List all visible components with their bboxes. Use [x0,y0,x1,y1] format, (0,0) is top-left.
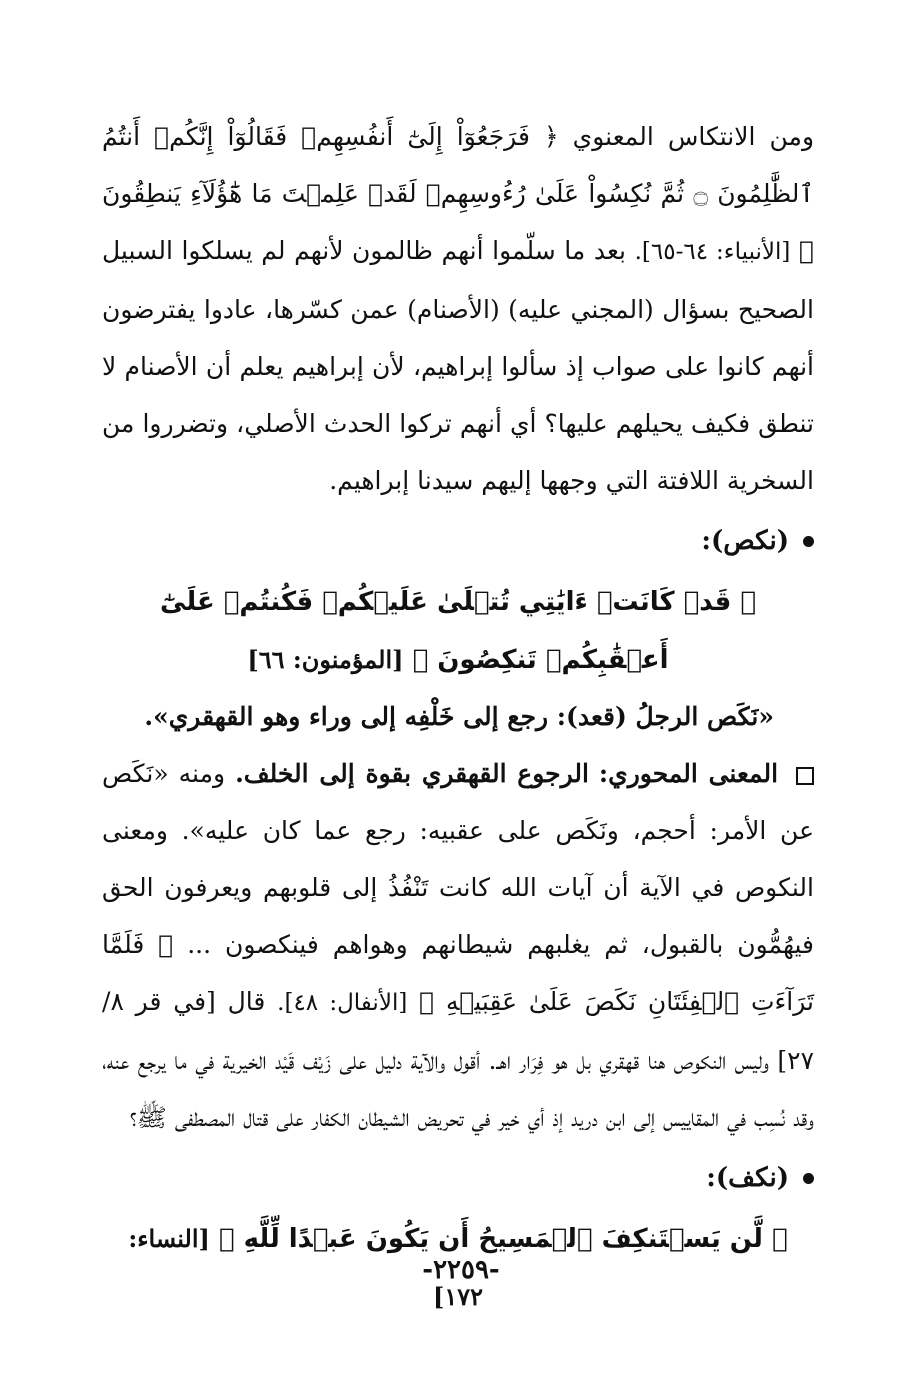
core-meaning-label: المعنى المحوري: [598,759,779,788]
dictionary-definition: «نَكَص الرجلُ (قعد): رجع إلى خَلْفِه إلى وراء وهو القهقري». [144,702,774,731]
verse-reference: [المؤمنون: ٦٦] [247,645,404,674]
verse-text: ﴿ لَّن يَسۡتَنكِفَ ٱلۡمَسِيحُ أَن يَكُونَ عَبۡدًا لِّلَّهِ ﴾ [218,1224,788,1254]
bullet-icon [803,1173,814,1184]
quran-reference-anbiya: [الأنبياء: ٦٤-٦٥]. [634,239,791,265]
core-meaning-body: ومنه «نَكَص عن الأمر: أحجم، ونَكَص على عقبيه: رجع عما كان عليه». ومعنى النكوص في الآية أن آيات الله كانت تَنْفُذُ إلى قلوبهم ويعرفون الحق فيهُمُّون بالقبول، ثم يغلبهم شيطانهم وهواهم فينكصون ... [102,759,814,959]
page-content [102,108,814,1326]
bullet-icon [803,536,814,547]
verse-muminun [102,573,814,689]
page-number: -٢٢٥٩- [422,1255,500,1285]
square-marker-icon [796,767,814,785]
core-meaning-summary: الرجوع القهقري بقوة إلى الخلف. [235,759,589,788]
section-heading-nakasa [102,513,814,569]
paragraph-body: بعد ما سلّموا أنهم ظالمون لأنهم لم يسلكوا السبيل الصحيح بسؤال (المجني عليه) (الأصنام) عمن كسّرها، عادوا يفترضون أنهم كانوا على صواب إذ سألوا إبراهيم، لأن إبراهيم يعلم أن الأصنام لا تنطق فكيف يحيلهم عليها؟ أي أنهم تركوا الحدث الأصلي، وتضرروا من السخرية اللافتة التي وجهها إليهم سيدنا إبراهيم. [102,236,814,495]
quran-reference-anfal: [الأنفال: ٤٨]. [277,990,408,1016]
section-heading-nakafa [102,1150,814,1206]
paragraph-intro [102,108,814,509]
verse-reference: [النساء: ١٧٢] [128,1224,484,1311]
quran-quote-anfal: ﴿ فَلَمَّا تَرَآءَتِ ٱلۡفِئَتَانِ نَكَصَ عَلَىٰ عَقِبَيۡهِ ﴾ [102,930,814,1016]
quran-quote-anbiya: ﴿ فَرَجَعُوٓاْ إِلَىٰٓ أَنفُسِهِمۡ فَقَالُوٓاْ إِنَّكُمۡ أَنتُمُ ٱلظَّٰلِمُونَ ۝ ثُمَّ نُكِسُواْ عَلَىٰ رُءُوسِهِمۡ لَقَدۡ عَلِمۡتَ مَا هَٰٓؤُلَآءِ يَنطِقُونَ ﴾ [102,122,814,265]
paragraph-core-meaning [102,745,814,1146]
section-heading-label: (نكف): [706,1163,789,1193]
section-heading-label: (نكص): [701,526,789,556]
core-meaning-body-continued: قال [في قر ٨/ ٢٧] وليس النكوص هنا قهقري بل هو فِرَار اهـ. أقول والآية دليل على زَيْف قَيْد الخيرية في ما يرجع عنه، وقد نُسِب في المقاييس إلى ابن دريد إذ أي خير في تحريض الشيطان الكفار على قتال المصطفى ﷺ؟ [102,987,814,1132]
verse-text: ﴿ قَدۡ كَانَتۡ ءَايَٰتِي تُتۡلَىٰ عَلَيۡكُمۡ فَكُنتُمۡ عَلَىٰٓ أَعۡقَٰبِكُمۡ تَنكِصُونَ ﴾ [160,587,756,675]
paragraph-lead: ومن الانتكاس المعنوي [572,122,815,151]
